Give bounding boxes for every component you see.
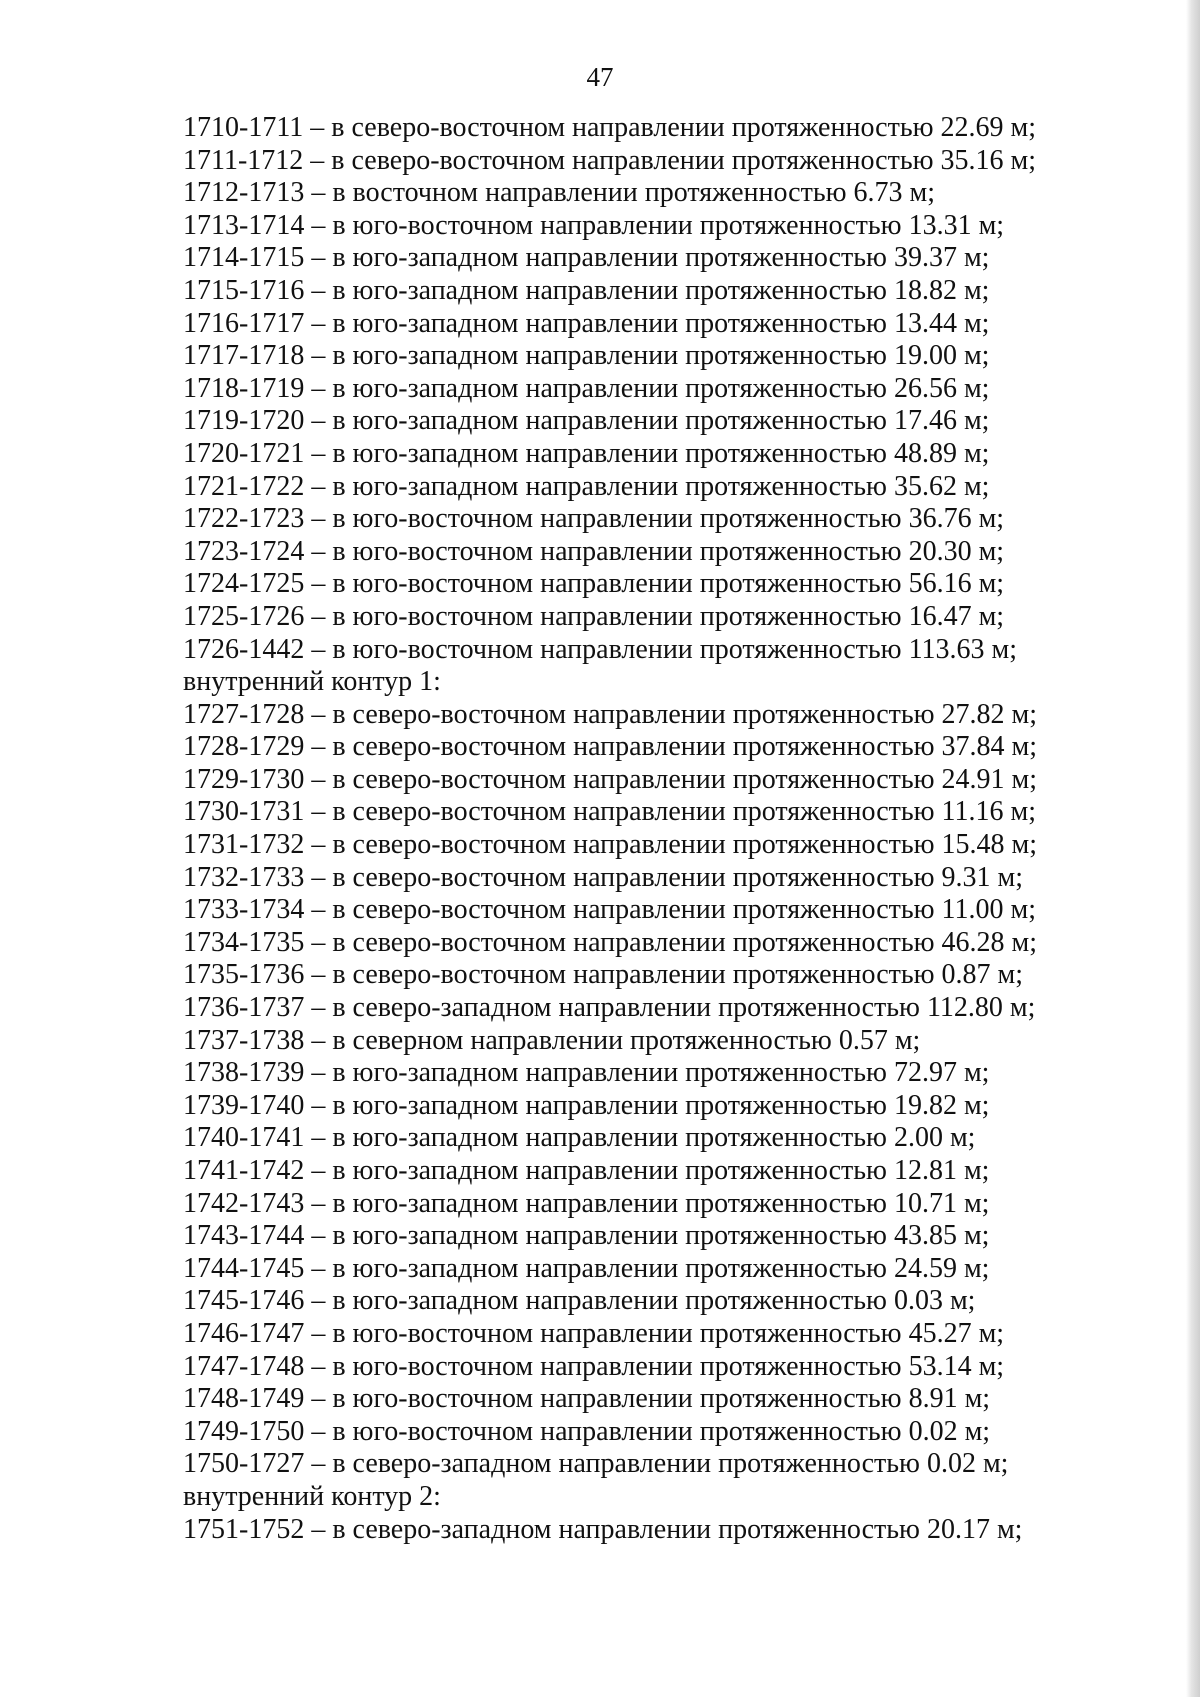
boundary-segment-line: 1744-1745 – в юго-западном направлении протяженностью 24.59 м; xyxy=(183,1252,990,1284)
boundary-segment-line: 1735-1736 – в северо-восточном направлении протяженностью 0.87 м; xyxy=(183,959,1024,991)
boundary-segment-line: 1733-1734 – в северо-восточном направлении протяженностью 11.00 м; xyxy=(183,894,1037,926)
boundary-segment-line: 1740-1741 – в юго-западном направлении протяженностью 2.00 м; xyxy=(183,1122,976,1154)
boundary-segment-line: 1734-1735 – в северо-восточном направлении протяженностью 46.28 м; xyxy=(183,926,1038,958)
boundary-segment-line: 1713-1714 – в юго-восточном направлении протяженностью 13.31 м; xyxy=(183,209,1005,241)
boundary-segment-line: 1720-1721 – в юго-западном направлении протяженностью 48.89 м; xyxy=(183,437,990,469)
boundary-segment-line: 1731-1732 – в северо-восточном направлении протяженностью 15.48 м; xyxy=(183,829,1038,861)
boundary-segment-line: 1742-1743 – в юго-западном направлении протяженностью 10.71 м; xyxy=(183,1187,990,1219)
boundary-segment-line: 1712-1713 – в восточном направлении протяженностью 6.73 м; xyxy=(183,177,936,209)
boundary-segment-line: 1743-1744 – в юго-западном направлении протяженностью 43.85 м; xyxy=(183,1220,990,1252)
section-heading: внутренний контур 2: xyxy=(183,1480,441,1512)
boundary-segment-line: 1726-1442 – в юго-восточном направлении протяженностью 113.63 м; xyxy=(183,633,1018,665)
document-body xyxy=(183,112,1163,1546)
boundary-segment-line: 1746-1747 – в юго-восточном направлении протяженностью 45.27 м; xyxy=(183,1317,1005,1349)
boundary-segment-line: 1724-1725 – в юго-восточном направлении протяженностью 56.16 м; xyxy=(183,568,1005,600)
boundary-segment-line: 1745-1746 – в юго-западном направлении протяженностью 0.03 м; xyxy=(183,1285,976,1317)
boundary-segment-line: 1729-1730 – в северо-восточном направлении протяженностью 24.91 м; xyxy=(183,763,1038,795)
boundary-segment-line: 1711-1712 – в северо-восточном направлении протяженностью 35.16 м; xyxy=(183,144,1037,176)
boundary-segment-line: 1721-1722 – в юго-западном направлении протяженностью 35.62 м; xyxy=(183,470,990,502)
section-heading: внутренний контур 1: xyxy=(183,666,441,698)
boundary-segment-line: 1715-1716 – в юго-западном направлении протяженностью 18.82 м; xyxy=(183,274,990,306)
boundary-segment-line: 1748-1749 – в юго-восточном направлении протяженностью 8.91 м; xyxy=(183,1383,991,1415)
boundary-segment-line: 1718-1719 – в юго-западном направлении протяженностью 26.56 м; xyxy=(183,372,990,404)
boundary-segment-line: 1722-1723 – в юго-восточном направлении протяженностью 36.76 м; xyxy=(183,503,1005,535)
boundary-segment-line: 1716-1717 – в юго-западном направлении протяженностью 13.44 м; xyxy=(183,307,990,339)
boundary-segment-line: 1741-1742 – в юго-западном направлении протяженностью 12.81 м; xyxy=(183,1155,990,1186)
boundary-segment-line: 1750-1727 – в северо-западном направлении протяженностью 0.02 м; xyxy=(183,1448,1009,1480)
boundary-segment-line: 1747-1748 – в юго-восточном направлении протяженностью 53.14 м; xyxy=(183,1350,1005,1382)
boundary-segment-line: 1717-1718 – в юго-западном направлении протяженностью 19.00 м; xyxy=(183,340,990,372)
boundary-segment-line: 1738-1739 – в юго-западном направлении протяженностью 72.97 м; xyxy=(183,1057,990,1089)
page-number: 47 xyxy=(586,62,614,92)
boundary-segment-line: 1739-1740 – в юго-западном направлении протяженностью 19.82 м; xyxy=(183,1089,990,1121)
boundary-segment-line: 1737-1738 – в северном направлении протяженностью 0.57 м; xyxy=(183,1024,921,1056)
boundary-segment-line: 1710-1711 – в северо-восточном направлении протяженностью 22.69 м; xyxy=(183,112,1037,143)
boundary-segment-line: 1751-1752 – в северо-западном направлении протяженностью 20.17 м; xyxy=(183,1513,1023,1545)
boundary-segment-line: 1730-1731 – в северо-восточном направлении протяженностью 11.16 м; xyxy=(183,796,1037,828)
scan-edge-shadow xyxy=(1186,0,1200,1697)
boundary-segment-line: 1714-1715 – в юго-западном направлении протяженностью 39.37 м; xyxy=(183,242,990,274)
boundary-segment-line: 1725-1726 – в юго-восточном направлении протяженностью 16.47 м; xyxy=(183,600,1005,632)
boundary-segment-line: 1728-1729 – в северо-восточном направлении протяженностью 37.84 м; xyxy=(183,731,1038,763)
boundary-segment-line: 1719-1720 – в юго-западном направлении протяженностью 17.46 м; xyxy=(183,405,990,437)
boundary-segment-line: 1749-1750 – в юго-восточном направлении протяженностью 0.02 м; xyxy=(183,1415,991,1447)
boundary-segment-line: 1736-1737 – в северо-западном направлении протяженностью 112.80 м; xyxy=(183,992,1036,1024)
boundary-segment-line: 1723-1724 – в юго-восточном направлении протяженностью 20.30 м; xyxy=(183,535,1005,567)
boundary-segment-line: 1732-1733 – в северо-восточном направлении протяженностью 9.31 м; xyxy=(183,861,1024,893)
boundary-segment-line: 1727-1728 – в северо-восточном направлении протяженностью 27.82 м; xyxy=(183,698,1038,730)
